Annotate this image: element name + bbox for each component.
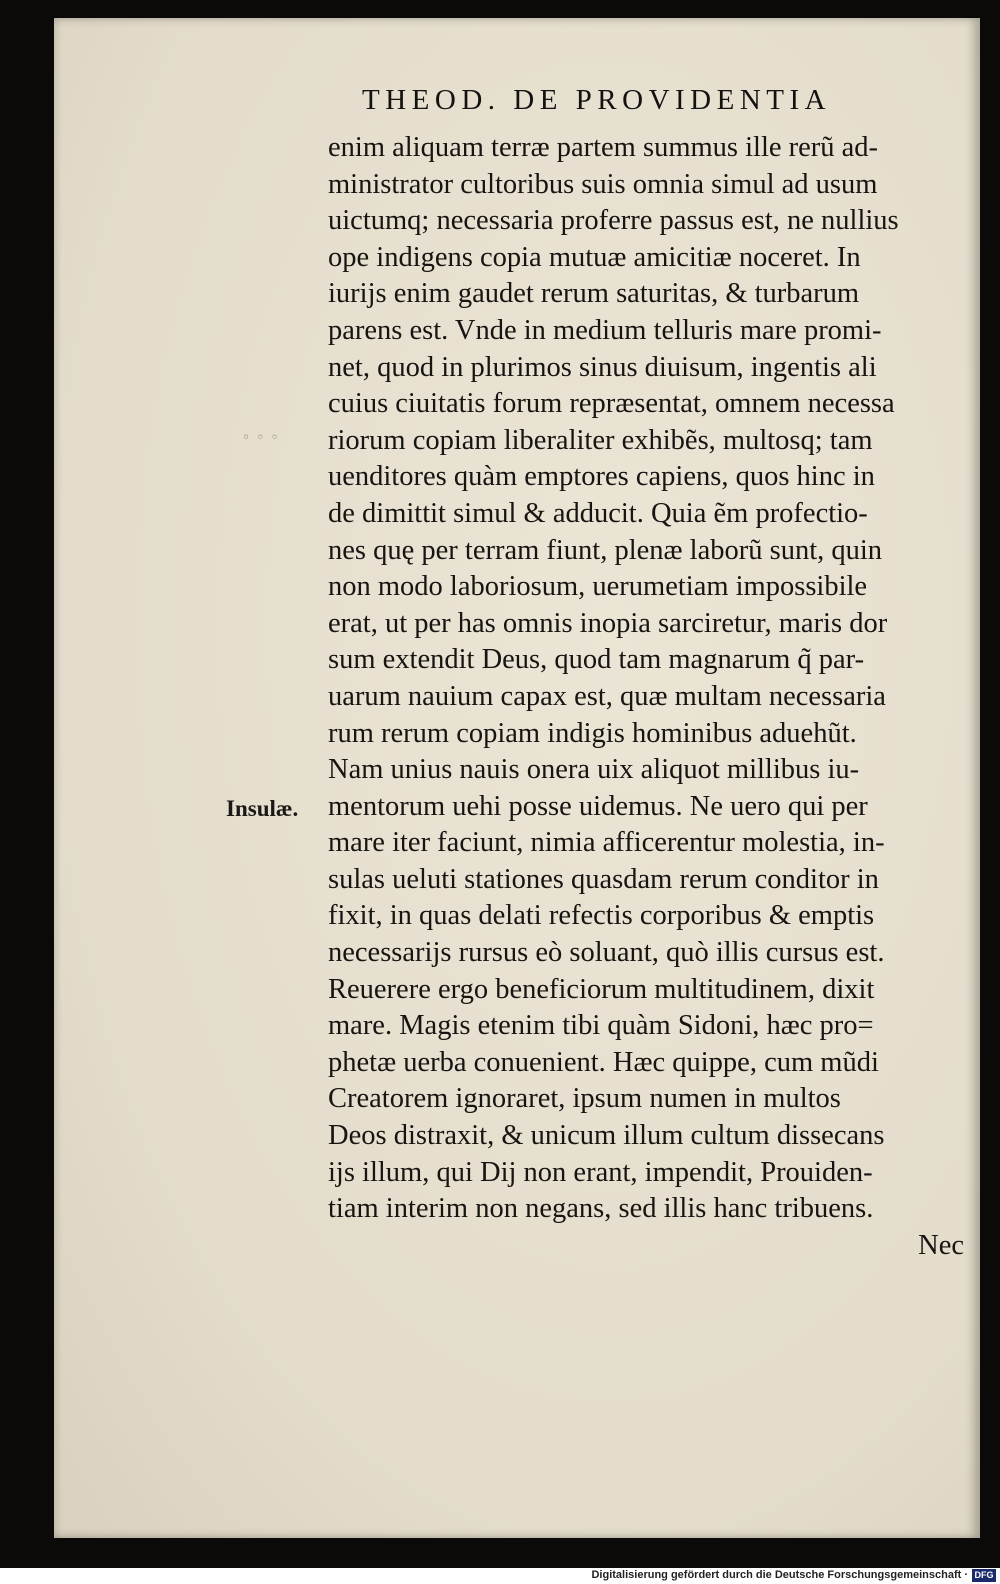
running-head: THEOD. DE PROVIDENTIA — [362, 84, 832, 116]
text-line: ope indigens copia mutuæ amicitiæ noceret. In — [328, 241, 861, 273]
text-line: ministrator cultoribus suis omnia simul ad usum — [328, 168, 878, 200]
text-line: cuius ciuitatis forum repræsentat, omnem necessa — [328, 388, 895, 420]
text-line: tiam interim non negans, sed illis hanc tribuens. — [328, 1193, 874, 1225]
text-line: Reuerere ergo beneficiorum multitudinem, dixit — [328, 973, 875, 1005]
text-line: Deos distraxit, & unicum illum cultum dissecans — [328, 1120, 885, 1152]
text-line: iurijs enim gaudet rerum saturitas, & turbarum — [328, 278, 860, 310]
text-line: uictumq; necessaria proferre passus est, ne nullius — [328, 205, 899, 237]
text-line: sulas ueluti stationes quasdam rerum conditor in — [328, 863, 879, 895]
text-line: riorum copiam liberaliter exhibẽs, multosq; tam — [328, 424, 873, 456]
text-line: uarum nauium capax est, quæ multam necessaria — [328, 680, 886, 712]
text-line: necessarijs rursus eò soluant, quò illis cursus est. — [328, 937, 885, 969]
text-line: rum rerum copiam indigis hominibus aduehũt. — [328, 717, 857, 749]
text-line: Creatorem ignoraret, ipsum numen in multos — [328, 1083, 841, 1115]
text-line: erat, ut per has omnis inopia sarciretur, maris dor — [328, 607, 888, 639]
text-line: mare. Magis etenim tibi quàm Sidoni, hæc pro= — [328, 1010, 874, 1042]
text-line: fixit, in quas delati refectis corporibus & emptis — [328, 900, 875, 932]
text-line: phetæ uerba conuenient. Hæc quippe, cum mũdi — [328, 1046, 879, 1078]
marginal-mark: ◦◦◦ — [242, 430, 285, 446]
text-line: de dimittit simul & adducit. Quia ẽm profectio- — [328, 497, 868, 529]
text-line: Nam unius nauis onera uix aliquot millibus iu- — [328, 754, 860, 786]
text-line: uenditores quàm emptores capiens, quos hinc in — [328, 461, 875, 493]
text-line: sum extendit Deus, quod tam magnarum q̃ par- — [328, 644, 865, 676]
footer-credit: Digitalisierung gefördert durch die Deutsche Forschungsgemeinschaft · — [591, 1569, 968, 1581]
text-line: non modo laboriosum, uerumetiam impossibile — [328, 571, 868, 603]
text-line: mare iter faciunt, nimia afficerentur molestia, in- — [328, 827, 885, 859]
dfg-logo: DFG — [972, 1569, 996, 1582]
catchword: Nec — [918, 1229, 964, 1261]
marginal-note: Insulæ. — [226, 796, 299, 821]
text-line: nes quę per terram fiunt, plenæ laborũ sunt, quin — [328, 534, 883, 566]
text-line: parens est. Vnde in medium telluris mare promi- — [328, 314, 882, 346]
text-line: mentorum uehi posse uidemus. Ne uero qui per — [328, 790, 868, 822]
text-line: net, quod in plurimos sinus diuisum, ingentis ali — [328, 351, 877, 383]
text-line: enim aliquam terræ partem summus ille rerũ ad- — [328, 132, 879, 163]
body-text — [328, 130, 964, 1264]
text-line: ijs illum, qui Dij non erant, impendit, Prouiden- — [328, 1156, 873, 1188]
